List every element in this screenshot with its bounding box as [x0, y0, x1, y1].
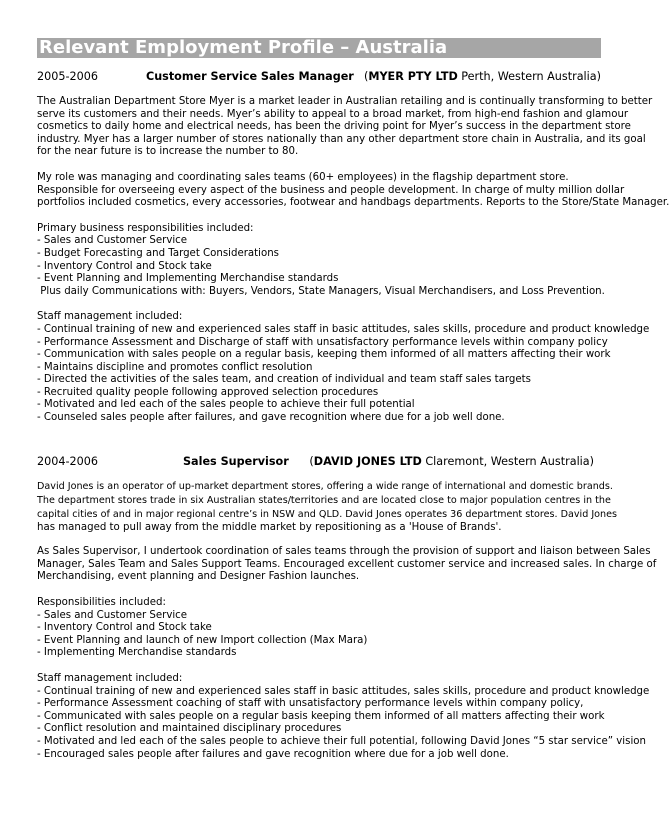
text-line: The department stores trade in six Australian states/territories and are located close to major population centres in the — [37, 494, 611, 506]
list-item: - Directed the activities of the sales team, and creation of individual and team staff sales targets — [37, 374, 531, 386]
text-line: serve its customers and their needs. Myer’s ability to appeal to a broad market, from high-end fashion and glamour — [37, 108, 629, 120]
staff-management-list — [37, 673, 650, 761]
employer-name: DAVID JONES LTD — [313, 454, 422, 468]
list-item: - Performance Assessment coaching of staff with unsatisfactory performance levels within company policy, — [37, 698, 584, 710]
list-heading: Responsibilities included: — [37, 597, 166, 609]
list-heading: Primary business responsibilities included: — [37, 222, 254, 234]
list-item: - Maintains discipline and promotes conflict resolution — [37, 361, 313, 373]
list-item: - Continual training of new and experienced sales staff in basic attitudes, sales skills, procedure and product knowledge — [37, 323, 650, 335]
job-years: 2004-2006 — [37, 454, 98, 468]
responsibilities-list — [37, 597, 601, 660]
company-description — [37, 480, 618, 522]
text-line: for the near future is to increase the number to 80. — [37, 146, 299, 158]
list-item: - Sales and Customer Service — [37, 235, 188, 247]
text-line: portfolios included cosmetics, every accessories, footwear and handbags departments. Reports to the Store/State Manager. — [37, 197, 669, 209]
list-item: - Conflict resolution and maintained disciplinary procedures — [37, 723, 342, 735]
job-employer — [364, 69, 601, 85]
employer-paren: ( — [309, 454, 314, 468]
text-line: My role was managing and coordinating sales teams (60+ employees) in the flagship department store. — [37, 171, 569, 183]
list-item: - Inventory Control and Stock take — [37, 260, 212, 272]
text-line: David Jones is an operator of up-market department stores, offering a wide range of international and domestic brands. — [37, 480, 613, 492]
text-line: As Sales Supervisor, I undertook coordination of sales teams through the provision of support and liaison between Sales — [37, 546, 651, 558]
resume-page — [37, 37, 669, 761]
text-line: industry. Myer has a larger number of stores nationally than any other department store chain in Australia, and its goal — [37, 133, 646, 145]
list-heading: Staff management included: — [37, 311, 183, 323]
staff-management-list — [37, 311, 650, 424]
list-item: - Inventory Control and Stock take — [37, 622, 212, 634]
employer-location: Claremont, Western Australia) — [421, 454, 594, 468]
job-header-myer — [37, 69, 601, 85]
list-item: - Communicated with sales people on a regular basis keeping them informed of all matters affecting their work — [37, 710, 605, 722]
section-banner: Relevant Employment Profile – Australia — [37, 38, 601, 58]
text-line: Merchandising, event planning and Designer Fashion launches. — [37, 571, 360, 583]
list-item: - Motivated and led each of the sales people to achieve their full potential, following David Jones “5 star service” vision — [37, 735, 646, 747]
list-item: - Recruited quality people following approved selection procedures — [37, 386, 379, 398]
job-years: 2005-2006 — [37, 70, 98, 83]
list-item: - Motivated and led each of the sales people to achieve their full potential — [37, 399, 415, 411]
role-description — [37, 171, 669, 210]
list-item: - Counseled sales people after failures, and gave recognition where due for a job well done. — [37, 412, 505, 424]
text-line: The Australian Department Store Myer is a market leader in Australian retailing and is continually transforming to better — [37, 96, 653, 107]
employer-name: MYER PTY LTD — [368, 70, 458, 83]
employer-location: Perth, Western Australia) — [457, 70, 601, 83]
company-description-end — [37, 522, 601, 535]
job-position: Sales Supervisor — [183, 454, 289, 468]
text-line: capital cities of and in major regional centre’s in NSW and QLD. David Jones operates 36 department stores. David Jones — [37, 508, 618, 520]
list-item: - Event Planning and Implementing Merchandise standards — [37, 273, 339, 285]
employer-paren: ( — [363, 70, 369, 83]
role-description — [37, 546, 657, 584]
text-line: Manager, Sales Team and Sales Support Teams. Encouraged excellent customer service and increased sales. In charge of — [37, 558, 657, 570]
job-employer — [309, 454, 594, 470]
list-item: - Event Planning and launch of new Import collection (Max Mara) — [37, 634, 368, 646]
list-item: - Encouraged sales people after failures and gave recognition where due for a job well done. — [37, 748, 509, 760]
list-item: - Implementing Merchandise standards — [37, 647, 237, 659]
text-line: has managed to pull away from the middle market by repositioning as a 'House of Brands'. — [37, 521, 502, 533]
job-position: Customer Service Sales Manager — [146, 70, 354, 83]
list-heading: Staff management included: — [37, 673, 183, 684]
text-line: cosmetics to daily home and electrical needs, has been the driving point for Myer’s success in the department store — [37, 121, 631, 133]
list-item: - Communication with sales people on a regular basis, keeping them informed of all matters affecting their work — [37, 349, 611, 361]
list-item: - Continual training of new and experienced sales staff in basic attitudes, sales skills, procedure and product knowledge — [37, 685, 650, 697]
list-item: - Performance Assessment and Discharge of staff with unsatisfactory performance levels within company policy — [37, 336, 608, 348]
list-item: Plus daily Communications with: Buyers, Vendors, State Managers, Visual Merchandisers, and Loss Prevention. — [37, 285, 605, 297]
list-item: - Sales and Customer Service — [37, 609, 188, 621]
company-description — [37, 96, 653, 159]
job-header-david-jones — [37, 454, 601, 470]
responsibilities-list — [37, 222, 605, 299]
list-item: - Budget Forecasting and Target Considerations — [37, 247, 279, 259]
text-line: Responsible for overseeing every aspect of the business and people development. In charge of multy million dollar — [37, 184, 625, 196]
